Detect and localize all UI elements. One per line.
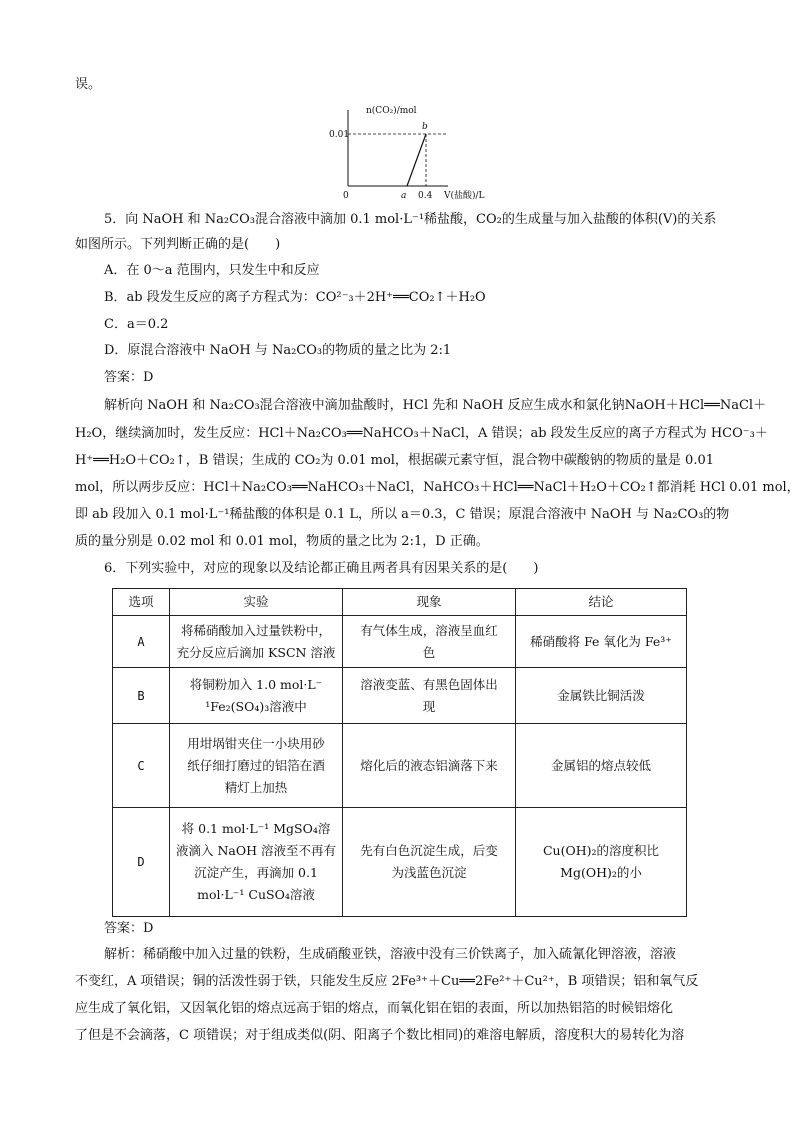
row-conclusion: 金属铁比铜活泼 <box>516 668 687 724</box>
table-row <box>113 668 687 724</box>
q6-table <box>112 588 687 917</box>
table-row <box>113 616 687 668</box>
q5-analysis-line: H₂O，继续滴加时，发生反应：HCl＋Na₂CO₃══NaHCO₃＋NaCl，A 错误；ab 段发生反应的离子方程式为 HCO⁻₃＋ <box>75 426 768 441</box>
lead-text: 误。 <box>75 77 102 92</box>
q5-analysis-line: 解析向 NaOH 和 Na₂CO₃混合溶液中滴加盐酸时，HCl 先和 NaOH 反应生成水和氯化钠NaOH＋HCl══NaCl＋ <box>104 398 767 413</box>
q5-option-d: D．原混合溶液中 NaOH 与 Na₂CO₃的物质的量之比为 2:1 <box>104 343 452 358</box>
q6-answer: 答案：D <box>104 921 154 936</box>
row-option: C <box>113 724 170 808</box>
table-header: 实验 <box>170 589 343 616</box>
x-tick-0.4: 0.4 <box>418 191 433 201</box>
origin-label: 0 <box>343 191 349 201</box>
row-phenomenon: 先有白色沉淀生成，后变 为浅蓝色沉淀 <box>343 808 516 917</box>
q5-analysis-line: mol，所以两步反应：HCl＋Na₂CO₃══NaHCO₃＋NaCl，NaHCO₃＋HCl══NaCl＋H₂O＋CO₂↑都消耗 HCl 0.01 mol， <box>75 480 800 495</box>
q5-analysis-line: H⁺══H₂O＋CO₂↑，B 错误；生成的 CO₂为 0.01 mol，根据碳元素守恒，混合物中碳酸钠的物质的量是 0.01 <box>75 453 714 468</box>
data-line-ab <box>407 134 426 186</box>
table-row <box>113 724 687 808</box>
y-axis-label: n(CO₂)/mol <box>366 106 417 116</box>
row-experiment: 用坩埚钳夹住一小块用砂 纸仔细打磨过的铝箔在酒 精灯上加热 <box>170 724 343 808</box>
q5-stem-line-2: 如图所示。下列判断正确的是( ) <box>75 237 281 252</box>
q6-analysis-line: 不变红，A 项错误；铜的活泼性弱于铁，只能发生反应 2Fe³⁺＋Cu══2Fe²⁺＋Cu²⁺，B 项错误；铝和氧气反 <box>75 974 699 989</box>
q6-analysis-line: 了但是不会滴落，C 项错误；对于组成类似(阴、阳离子个数比相同)的难溶电解质，溶度积大的易转化为溶 <box>75 1028 685 1043</box>
y-tick-label: 0.01 <box>329 130 350 140</box>
row-experiment: 将稀硝酸加入过量铁粉中， 充分反应后滴加 KSCN 溶液 <box>170 616 343 668</box>
q5-analysis-line: 质的量分别是 0.02 mol 和 0.01 mol，物质的量之比为 2:1，D 正确。 <box>75 534 489 549</box>
row-conclusion: 稀硝酸将 Fe 氧化为 Fe³⁺ <box>516 616 687 668</box>
row-phenomenon: 有气体生成，溶液呈血红 色 <box>343 616 516 668</box>
q6-analysis-line: 解析：稀硝酸中加入过量的铁粉，生成硝酸亚铁，溶液中没有三价铁离子，加入硫氰化钾溶液，溶液 <box>104 947 677 962</box>
x-axis-label: V(盐酸)/L <box>444 191 485 201</box>
row-conclusion: Cu(OH)₂的溶度积比 Mg(OH)₂的小 <box>516 808 687 917</box>
row-option: B <box>113 668 170 724</box>
q5-option-c: C．a＝0.2 <box>104 317 169 332</box>
row-experiment: 将铜粉加入 1.0 mol·L⁻ ¹Fe₂(SO₄)₃溶液中 <box>170 668 343 724</box>
row-experiment: 将 0.1 mol·L⁻¹ MgSO₄溶 液滴入 NaOH 溶液至不再有 沉淀产生，再滴加 0.1 mol·L⁻¹ CuSO₄溶液 <box>170 808 343 917</box>
table-header-row <box>113 589 687 616</box>
table-header: 现象 <box>343 589 516 616</box>
table-header: 结论 <box>516 589 687 616</box>
q5-option-b: B．ab 段发生反应的离子方程式为：CO²⁻₃＋2H⁺══CO₂↑＋H₂O <box>104 290 486 305</box>
q6-analysis-line: 应生成了氧化铝，又因氧化铝的熔点远高于铝的熔点，而氧化铝在铝的表面，所以加热铝箔的时候铝熔化 <box>75 1001 674 1016</box>
q5-answer: 答案：D <box>104 370 154 385</box>
row-option: D <box>113 808 170 917</box>
table-row <box>113 808 687 917</box>
q6-stem: 6．下列实验中，对应的现象以及结论都正确且两者具有因果关系的是( ) <box>104 561 539 576</box>
row-phenomenon: 熔化后的液态铝滴落下来 <box>343 724 516 808</box>
q5-analysis-line: 即 ab 段加入 0.1 mol·L⁻¹稀盐酸的体积是 0.1 L，所以 a＝0.3，C 错误；原混合溶液中 NaOH 与 Na₂CO₃的物 <box>75 507 730 522</box>
q5-option-a: A．在 0～a 范围内，只发生中和反应 <box>104 263 320 278</box>
x-tick-a: a <box>401 191 407 201</box>
table-header: 选项 <box>113 589 170 616</box>
row-conclusion: 金属铝的熔点较低 <box>516 724 687 808</box>
row-option: A <box>113 616 170 668</box>
point-b-label: b <box>422 122 428 132</box>
q5-stem-line-1: 5．向 NaOH 和 Na₂CO₃混合溶液中滴加 0.1 mol·L⁻¹稀盐酸，CO₂的生成量与加入盐酸的体积(V)的关系 <box>104 212 717 227</box>
row-phenomenon: 溶液变蓝、有黑色固体出 现 <box>343 668 516 724</box>
co2-volume-graph <box>326 102 516 200</box>
